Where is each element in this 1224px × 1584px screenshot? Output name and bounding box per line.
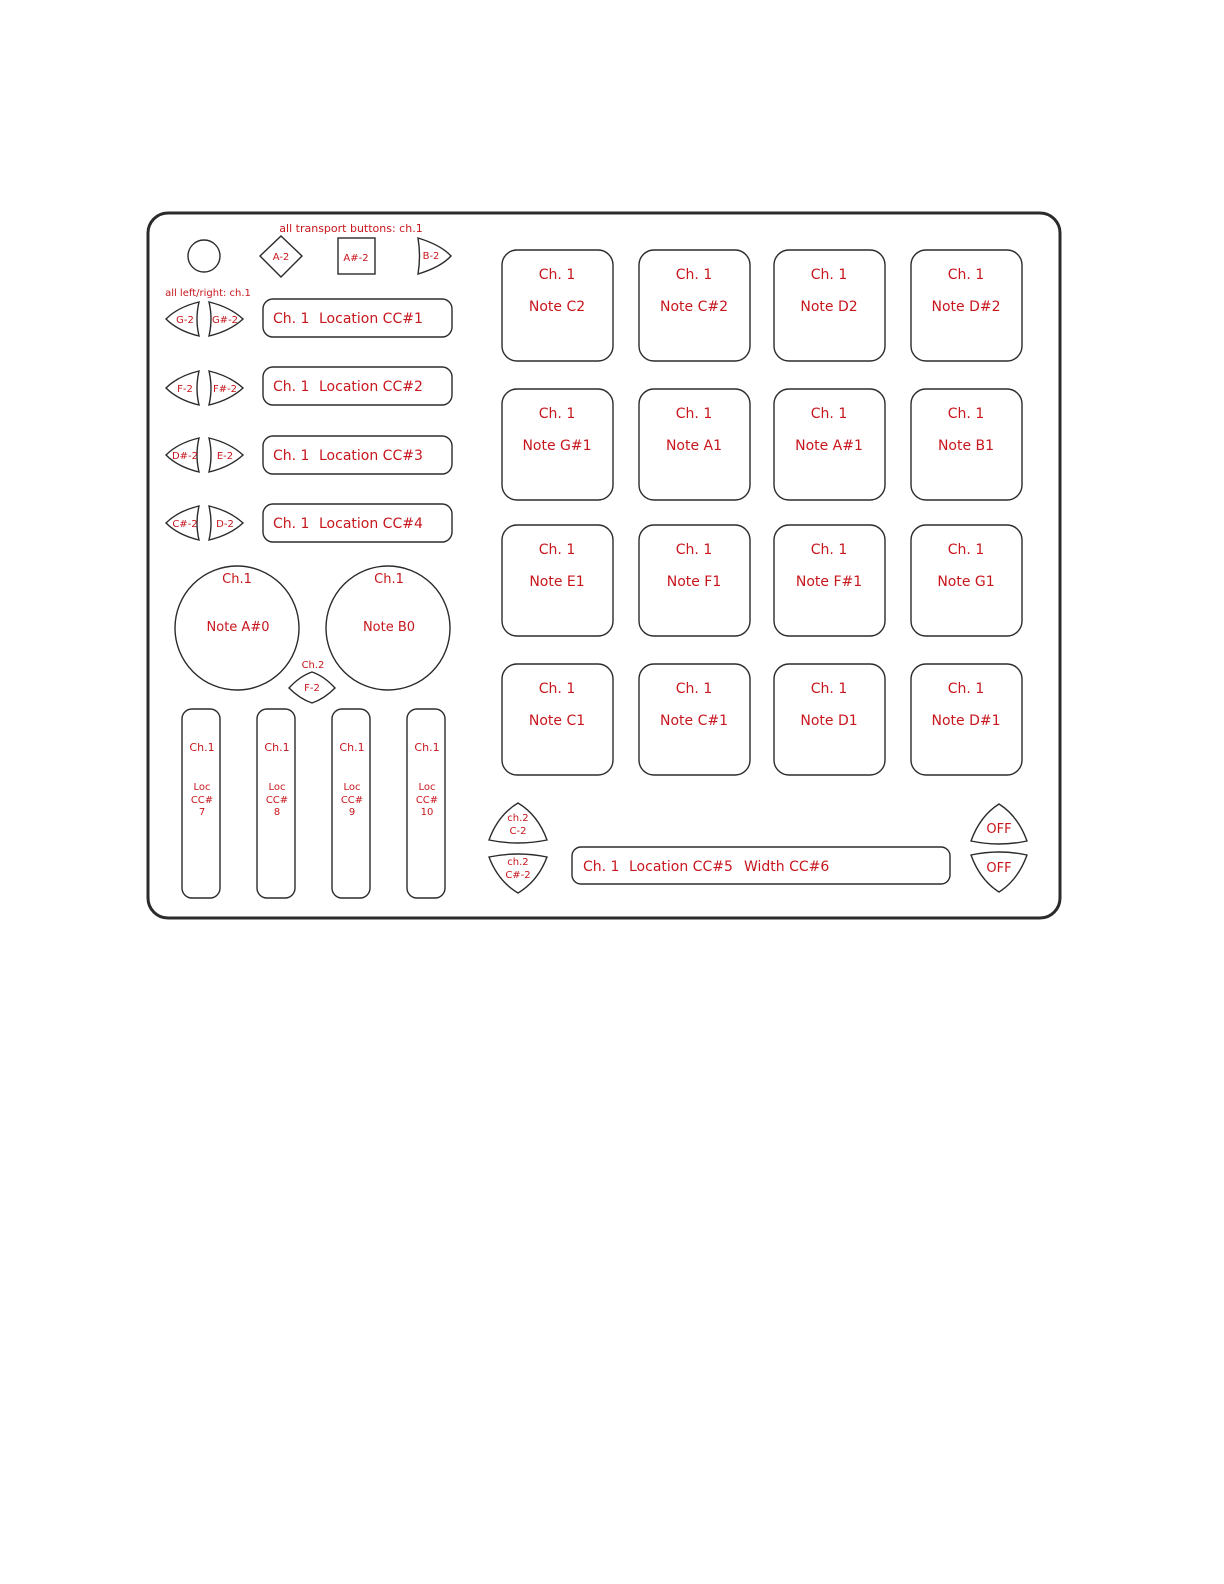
off-up-label: OFF — [986, 822, 1012, 837]
fader-line2: CC# — [340, 795, 364, 806]
drum-pad-note: Note C#1 — [659, 713, 729, 729]
drum-pad-note: Note D1 — [800, 713, 858, 729]
bottom-strip-width: Width CC#6 — [744, 859, 830, 875]
drum-pad-note: Note D#2 — [931, 299, 1001, 315]
drum-pad-channel: Ch. 1 — [947, 267, 985, 283]
bottom-strip-channel: Ch. 1 — [583, 859, 620, 875]
drum-pad-channel: Ch. 1 — [538, 406, 576, 422]
fader-channel: Ch.1 — [264, 741, 290, 754]
drum-pad-note: Note F1 — [666, 574, 722, 590]
right-arrow-label: D-2 — [216, 519, 234, 530]
fader-line2: CC# — [190, 795, 214, 806]
octave-down-line2: C#-2 — [505, 870, 531, 881]
fader-line3: 10 — [420, 807, 434, 818]
round-pad-right-channel: Ch.1 — [374, 572, 404, 587]
drum-pad-channel: Ch. 1 — [947, 681, 985, 697]
drum-pad-note: Note C1 — [528, 713, 586, 729]
location-strip-label: Location CC#4 — [319, 516, 423, 532]
drum-pad-channel: Ch. 1 — [538, 542, 576, 558]
fader-line3: 8 — [273, 807, 281, 818]
right-arrow-label: G#-2 — [211, 315, 239, 326]
drum-pad-note: Note A1 — [665, 438, 723, 454]
drum-pad-channel: Ch. 1 — [675, 681, 713, 697]
transport-heading: all transport buttons: ch.1 — [279, 222, 423, 235]
fader-line1: Loc — [418, 782, 436, 793]
drum-pad-channel: Ch. 1 — [810, 267, 848, 283]
drum-pad-note: Note G#1 — [522, 438, 592, 454]
drum-pad-channel: Ch. 1 — [947, 406, 985, 422]
fader-line2: CC# — [265, 795, 289, 806]
drum-pad-channel: Ch. 1 — [675, 542, 713, 558]
location-strip-label: Location CC#1 — [319, 311, 423, 327]
fader-channel: Ch.1 — [189, 741, 215, 754]
fader-channel: Ch.1 — [339, 741, 365, 754]
drum-pad-channel: Ch. 1 — [538, 267, 576, 283]
fader-channel: Ch.1 — [414, 741, 440, 754]
left-arrow-label: F-2 — [177, 384, 193, 395]
drum-pad-note: Note C#2 — [659, 299, 729, 315]
round-pad-right-note: Note B0 — [362, 620, 416, 635]
drum-pad-note: Note D2 — [800, 299, 858, 315]
drum-pad-channel: Ch. 1 — [810, 542, 848, 558]
right-arrow-label: E-2 — [216, 451, 234, 462]
octave-up-line2: C-2 — [509, 826, 527, 837]
location-strip-channel: Ch. 1 — [273, 516, 310, 532]
left-right-heading: all left/right: ch.1 — [165, 288, 251, 299]
location-strip-label: Location CC#2 — [319, 379, 423, 395]
fader-line1: Loc — [343, 782, 361, 793]
left-arrow-label: D#-2 — [171, 451, 199, 462]
location-strip-channel: Ch. 1 — [273, 311, 310, 327]
octave-up-line1: ch.2 — [507, 813, 529, 824]
location-strip-channel: Ch. 1 — [273, 448, 310, 464]
drum-pad-channel: Ch. 1 — [810, 681, 848, 697]
drum-pad-note: Note F#1 — [795, 574, 863, 590]
left-arrow-label: G-2 — [176, 315, 194, 326]
transport-square-label: A#-2 — [343, 253, 369, 264]
play-triangle-label: B-2 — [422, 251, 440, 262]
fader-line3: 9 — [348, 807, 356, 818]
drum-pad-channel: Ch. 1 — [947, 542, 985, 558]
drum-pad-channel: Ch. 1 — [538, 681, 576, 697]
fader-line3: 7 — [198, 807, 206, 818]
drum-pad-channel: Ch. 1 — [810, 406, 848, 422]
fader-line1: Loc — [268, 782, 286, 793]
round-pad-left-note: Note A#0 — [206, 620, 270, 635]
drum-pad-channel: Ch. 1 — [675, 406, 713, 422]
bottom-strip-location: Location CC#5 — [629, 859, 733, 875]
fader-line1: Loc — [193, 782, 211, 793]
record-circle-icon[interactable] — [188, 240, 220, 272]
location-strip-channel: Ch. 1 — [273, 379, 310, 395]
drum-pad-note: Note G1 — [937, 574, 995, 590]
round-pad-left-channel: Ch.1 — [222, 572, 252, 587]
fader-line2: CC# — [415, 795, 439, 806]
center-button-note: F-2 — [304, 683, 320, 694]
location-strip-label: Location CC#3 — [319, 448, 423, 464]
drum-pad-note: Note C2 — [528, 299, 586, 315]
drum-pad-note: Note D#1 — [931, 713, 1001, 729]
right-arrow-label: F#-2 — [212, 384, 238, 395]
center-button-channel: Ch.2 — [301, 660, 325, 671]
off-down-label: OFF — [986, 861, 1012, 876]
left-arrow-label: C#-2 — [172, 519, 198, 530]
octave-down-line1: ch.2 — [507, 857, 529, 868]
drum-pad-note: Note B1 — [937, 438, 995, 454]
drum-pad-note: Note A#1 — [795, 438, 863, 454]
transport-diamond-label: A-2 — [272, 252, 290, 263]
drum-pad-note: Note E1 — [529, 574, 585, 590]
drum-pad-channel: Ch. 1 — [675, 267, 713, 283]
